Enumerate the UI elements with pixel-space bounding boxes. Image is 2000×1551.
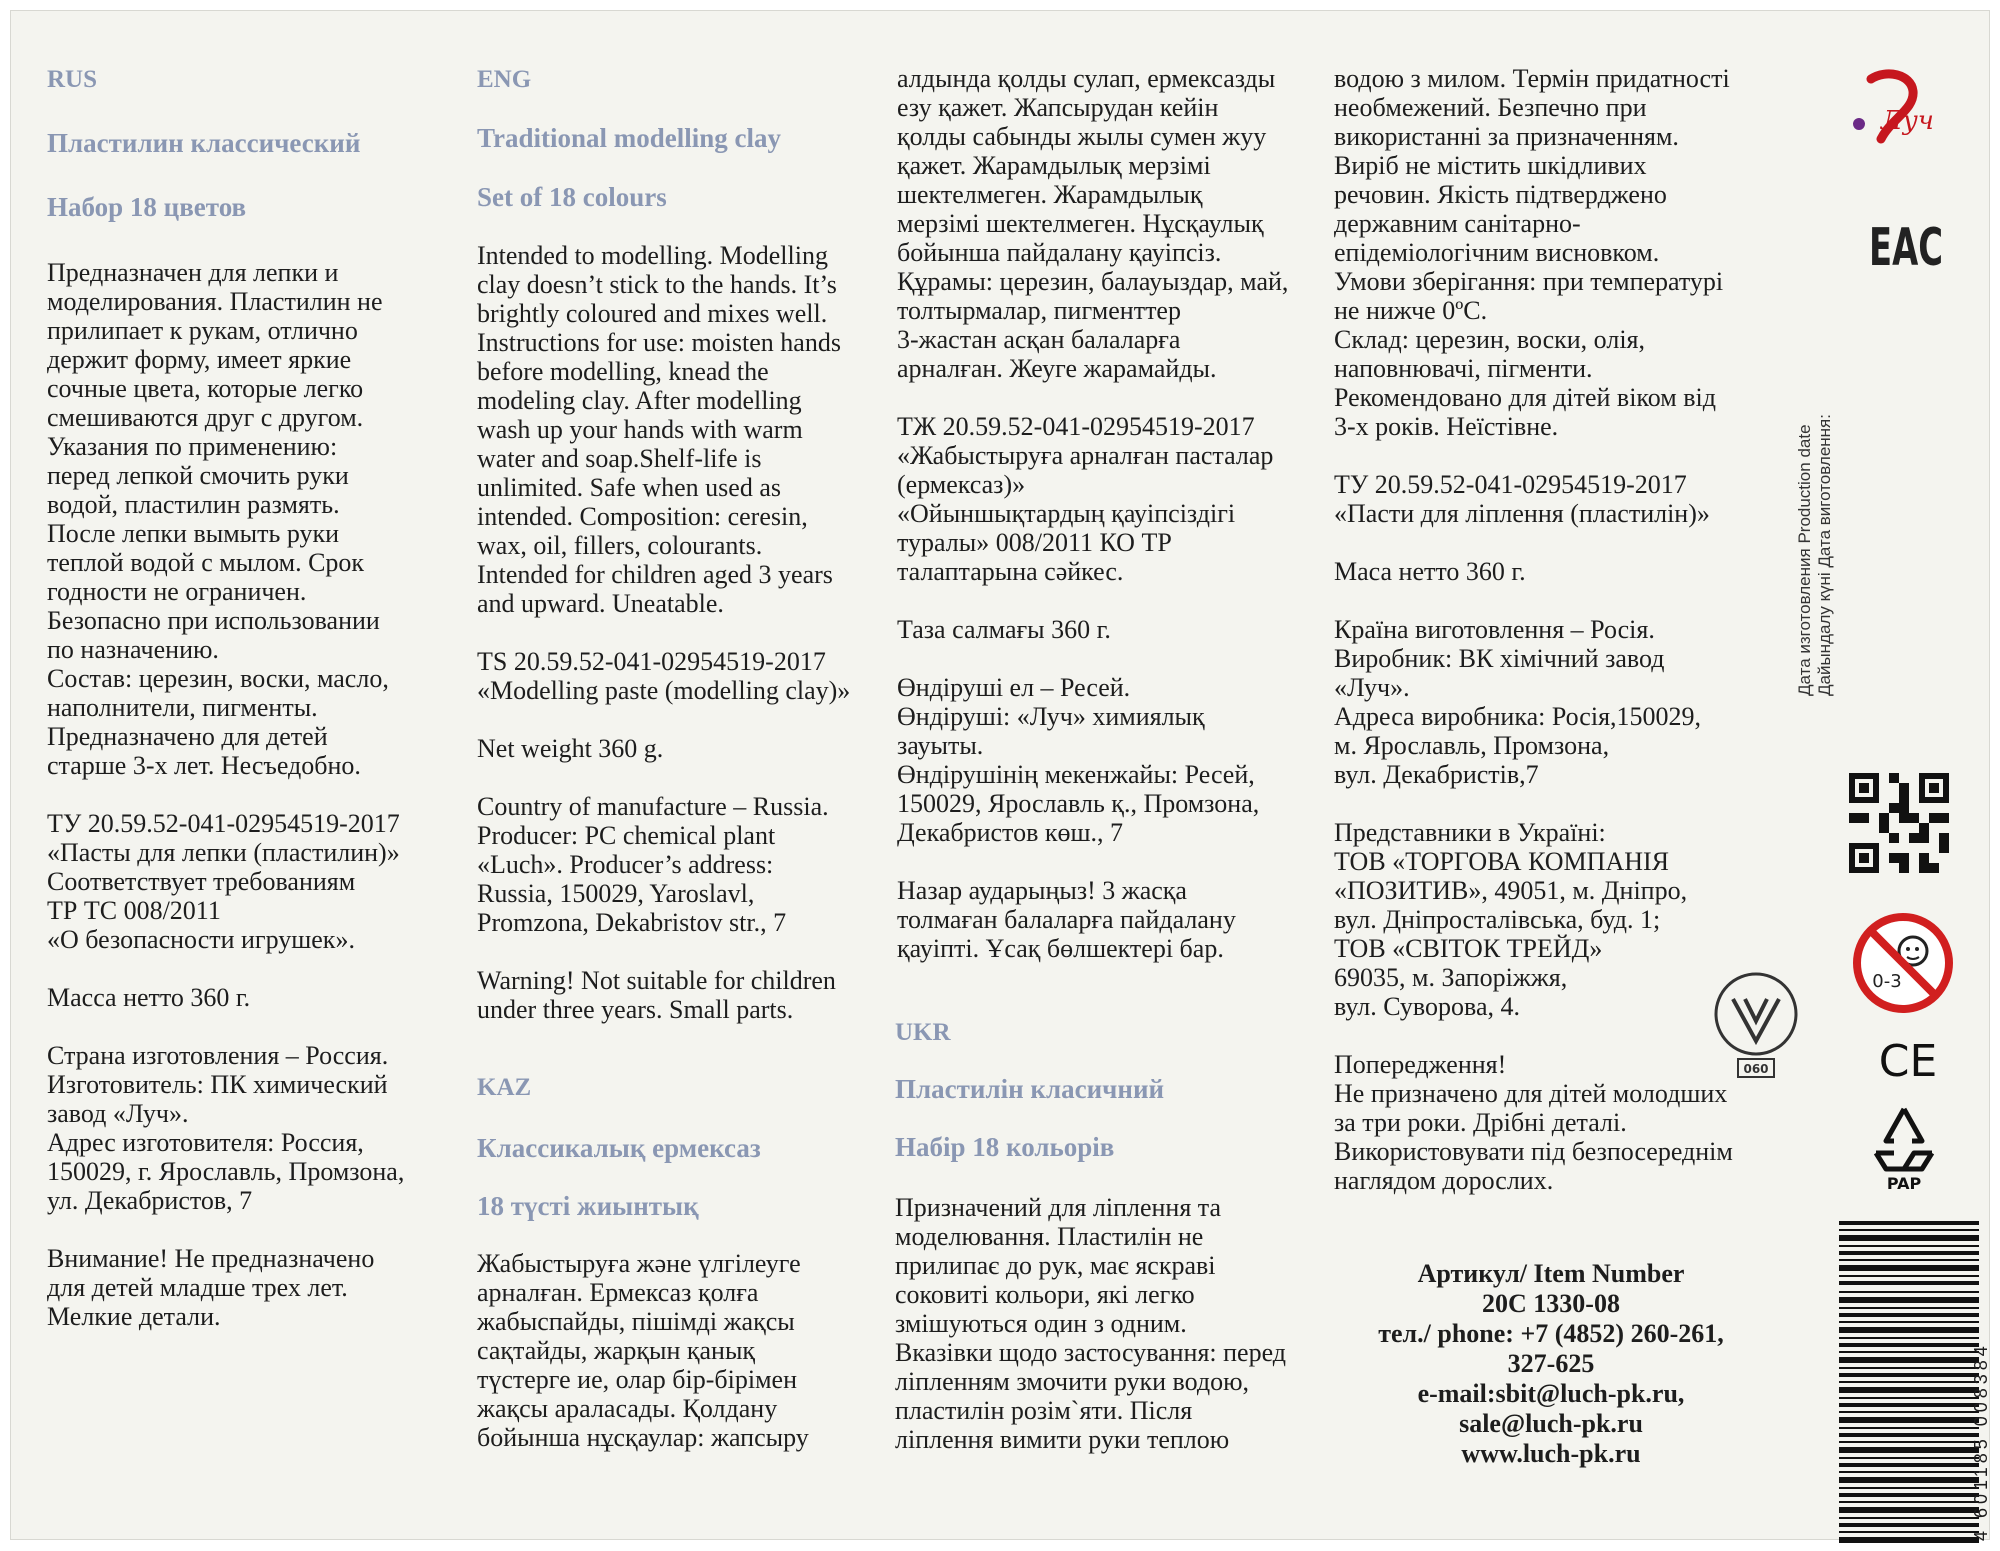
ukr-body-continued: водою з милом. Термін придатності необмежений. Безпечно при використанні за призначенням. Виріб не містить шкідливих речовин. Якість підтверджено державним санітарно- епідеміологічним висновком. Умови зберігання: при температурі не нижче 0ºС. Склад: церезин, воски, олія, наповнювачі, пігменти. Рекомендовано для дітей віком від 3-х років. Неїстівне. ТУ 20.59.52-041-02954519-2017 «Пасти для ліплення (пластилін)» Маса нетто 360 г. Країна виготовлення – Росія. Виробник: ВК хімічний завод «Луч». Адреса виробника: Росія,150029, м. Ярославль, Промзона, вул. Декабристів,7 Представники в Україні: ТОВ «ТОРГОВА КОМПАНІЯ «ПОЗИТИВ», 49051, м. Дніпро, вул. Дніпросталівська, буд. 1; ТОВ «СВІТОК ТРЕЙД» 69035, м. Запоріжжя, вул. Суворова, 4. Попередження! Не призначено для дітей молодших за три роки. Дрібні деталі. Використовувати під безпосереднім наглядом дорослих. bbox=[1334, 64, 1733, 1195]
luch-logo-icon bbox=[1841, 69, 1951, 149]
eac-text: EAC bbox=[1869, 218, 1943, 278]
ukr-title: Пластилін класичний bbox=[895, 1074, 1165, 1104]
eng-body: Intended to modelling. Modelling clay doesn’t stick to the hands. It’s brightly coloured and mixes well. Instructions for use: moisten hands before modelling, knead the modeling clay. After modelling wash up your hands with warm water and soap.Shelf-life is unlimited. Safe when used as intended. Composition: ceresin, wax, oil, fillers, colourants. Intended for children aged 3 years and upward. Uneatable. TS 20.59.52-041-02954519-2017 «Modelling paste (modelling clay)» Net weight 360 g. Country of manufacture – Russia. Producer: PC chemical plant «Luch». Producer’s address: Russia, 150029, Yaroslavl, Promzona, Dekabristov str., 7 Warning! Not suitable for children under three years. Small parts. bbox=[477, 241, 851, 1024]
barcode-icon bbox=[1839, 1221, 1979, 1551]
gost-code-text: 060 bbox=[1743, 1062, 1769, 1076]
kaz-body-continued: алдында қолды сулап, ермексазды езу қажет. Жапсырудан кейін қолды сабынды жылы сумен жуу қажет. Жарамдылық мерзімі шектелмеген. Жарамдылық мерзімі шектелмеген. Нұсқаулық бойынша пайдалану қауіпсіз. Құрамы: церезин, балауыздар, май, толтырмалар, пигменттер 3-жастан асқан балаларға арналған. Жеуге жарамайды. ТЖ 20.59.52-041-02954519-2017 «Жабыстыруға арналған пасталар (ермексаз)» «Ойыншықтардың қауіпсіздігі туралы» 008/2011 КО ТР талаптарына сәйкес. Таза салмағы 360 г. Өндіруші ел – Ресей. Өндіруші: «Луч» химиялық зауыты. Өндірушінің мекенжайы: Ресей, 150029, Ярославль қ., Промзона, Декабристов көш., 7 Назар аударыңыз! 3 жасқа толмаған балаларға пайдалану қауіпті. Ұсақ бөлшектері бар. bbox=[897, 64, 1289, 963]
kaz-body: Жабыстыруға және үлгілеуге арналған. Ермексаз қолға жабыспайды, пішімді жақсы сақтайды, жарқын қанық түстерге ие, олар бір-бірімен жақсы араласады. Қолдану бойынша нұсқаулар: жапсыру bbox=[477, 1249, 809, 1452]
contact-block: Артикул/ Item Number 20С 1330-08 тел./ phone: +7 (4852) 260-261, 327-625 e-mail:sbit@luch-pk.ru, sale@luch-pk.ru www.luch-pk.ru bbox=[1378, 1259, 1724, 1468]
kaz-subtitle: 18 түсті жиынтық bbox=[477, 1191, 699, 1221]
eac-mark-icon bbox=[1866, 201, 1946, 281]
ce-text: CE bbox=[1878, 1036, 1938, 1087]
eng-title: Traditional modelling clay bbox=[477, 123, 782, 153]
rus-title: Пластилин классический bbox=[47, 128, 361, 158]
logo-text: Луч bbox=[1881, 106, 1934, 136]
rus-body: Предназначен для лепки и моделирования. Пластилин не прилипает к рукам, отлично держит форму, имеет яркие сочные цвета, которые легко смешиваются друг с другом. Указания по применению: перед лепкой смочить руки водой, пластилин размять. После лепки вымыть руки теплой водой с мылом. Срок годности не ограничен. Безопасно при использовании по назначению. Состав: церезин, воски, масло, наполнители, пигменты. Предназначено для детей старше 3-х лет. Несъедобно. ТУ 20.59.52-041-02954519-2017 «Пасты для лепки (пластилин)» Соответствует требованиям ТР ТС 008/2011 «О безопасности игрушек». Масса нетто 360 г. Страна изготовления – Россия. Изготовитель: ПК химический завод «Луч». Адрес изготовителя: Россия, 150029, г. Ярославль, Промзона, ул. Декабристов, 7 Внимание! Не предназначено для детей младше трех лет. Мелкие детали. bbox=[47, 258, 405, 1331]
production-date-label: Дата изготовления Production date Дайындалу күні Дата виготовлення: bbox=[1795, 414, 1834, 696]
ukr-body: Призначений для ліплення та моделювання. Пластилін не прилипає до рук, має яскраві соковиті кольори, які легко змішуються один з одним. Вказівки щодо застосування: перед ліпленням змочити руки водою, пластилін розім`яти. Після ліплення вимити руки теплою bbox=[895, 1193, 1287, 1454]
kaz-title: Классикалық ермексаз bbox=[477, 1133, 761, 1163]
rus-lang-label: RUS bbox=[47, 66, 98, 93]
eng-lang-label: ENG bbox=[477, 66, 532, 93]
age-restriction-icon bbox=[1851, 911, 1955, 1015]
age-mark-text: 0-3 bbox=[1872, 971, 1902, 992]
recycle-icon bbox=[1864, 1101, 1944, 1191]
ukr-lang-label: UKR bbox=[895, 1019, 951, 1046]
package-back-panel bbox=[10, 10, 1990, 1540]
qr-code-icon bbox=[1849, 773, 1949, 873]
ukrainian-conformity-icon bbox=[1711, 969, 1801, 1079]
recycle-label: PAP bbox=[1886, 1174, 1922, 1193]
kaz-lang-label: KAZ bbox=[477, 1074, 532, 1101]
ukr-subtitle: Набір 18 кольорів bbox=[895, 1132, 1115, 1162]
rus-subtitle: Набор 18 цветов bbox=[47, 192, 247, 222]
eng-subtitle: Set of 18 colours bbox=[477, 182, 667, 212]
barcode-number: 4 601185 008384 bbox=[1971, 1342, 1991, 1541]
ce-mark-icon bbox=[1873, 1034, 1943, 1087]
